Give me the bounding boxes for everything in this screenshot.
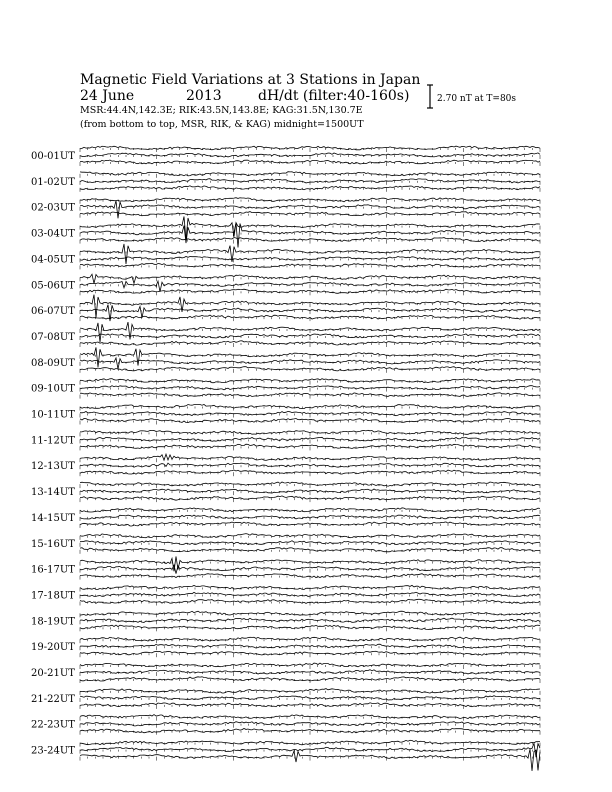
minute-ticks [80,181,540,185]
minute-ticks [80,240,540,244]
stations-label: MSR:44.4N,142.3E; RIK:43.5N,143.8E; KAG:31.5N,130.7E [80,105,363,116]
minute-ticks [80,613,540,617]
hour-row-label: 10-11UT [31,409,75,421]
minute-ticks [80,717,540,721]
hour-row [31,322,540,347]
hour-row-label: 23-24UT [31,745,75,757]
hour-row-label: 05-06UT [31,280,75,292]
hour-row [31,585,540,605]
minute-ticks [80,148,540,152]
minute-ticks [80,369,540,373]
minute-ticks [80,188,540,192]
hour-row-label: 20-21UT [31,668,75,679]
minute-ticks [80,465,540,469]
hour-row [31,715,540,735]
minute-ticks [80,524,540,528]
hour-row [31,430,540,450]
hour-row-label: 19-20UT [31,642,75,654]
minute-ticks [80,757,540,761]
minute-ticks [80,458,540,462]
hour-row-label: 22-23UT [31,719,75,731]
hour-row-label: 21-22UT [31,693,75,705]
minute-ticks [80,388,540,392]
hour-row-label: 18-19UT [31,616,75,628]
minute-ticks [80,743,540,747]
minute-ticks [80,329,540,333]
minute-ticks [80,317,540,321]
hour-row [31,347,540,372]
minute-ticks [80,284,540,288]
minute-ticks [80,536,540,540]
hour-row-label: 09-10UT [31,383,75,395]
hour-row [31,244,540,270]
hour-row-label: 07-08UT [31,331,75,343]
minute-ticks [80,395,540,399]
minute-ticks [80,576,540,580]
minute-ticks [80,691,540,695]
minute-ticks [80,588,540,592]
minute-ticks [80,484,540,488]
hour-row [31,637,540,657]
hour-row [31,146,540,166]
hour-row [31,689,540,709]
minute-ticks [80,233,540,237]
hour-row-label: 17-18UT [31,590,75,602]
hour-row [31,172,540,192]
minute-ticks [80,226,540,230]
hour-row [31,740,540,771]
minute-ticks [80,432,540,436]
minute-ticks [80,336,540,340]
minute-ticks [80,407,540,411]
minute-ticks [80,595,540,599]
minute-ticks [80,562,540,566]
hour-row-label: 01-02UT [31,176,75,188]
minute-ticks [80,277,540,281]
minute-ticks [80,214,540,218]
minute-ticks [80,310,540,314]
hour-row [31,663,540,683]
minute-ticks [80,698,540,702]
filter-label: dH/dt (filter:40-160s) [258,88,410,104]
minute-ticks [80,550,540,554]
minute-ticks [80,639,540,643]
hour-row [31,295,540,322]
hour-row [31,482,540,502]
minute-ticks [80,620,540,624]
minute-ticks [80,724,540,728]
minute-ticks [80,627,540,631]
hour-row [31,454,540,476]
minute-ticks [80,731,540,735]
hour-row [31,556,540,579]
minute-ticks [80,439,540,443]
hour-row [31,534,540,554]
minute-ticks [80,543,540,547]
hour-row-label: 04-05UT [31,254,75,266]
minute-ticks [80,207,540,211]
minute-ticks [80,200,540,204]
minute-ticks [80,498,540,502]
hour-row-label: 15-16UT [31,538,75,550]
minute-ticks [80,258,540,262]
hour-row-label: 08-09UT [31,357,75,369]
scale-bar-label: 2.70 nT at T=80s [437,94,517,104]
minute-ticks [80,705,540,709]
minute-ticks [80,174,540,178]
minute-ticks [80,251,540,255]
minute-ticks [80,646,540,650]
hour-row-label: 16-17UT [31,564,75,576]
year-label: 2013 [186,88,222,104]
minute-ticks [80,491,540,495]
scale-bar [427,85,433,108]
minute-ticks [80,421,540,425]
hour-row-label: 02-03UT [31,202,75,214]
minute-ticks [80,414,540,418]
minute-ticks [80,381,540,385]
minute-ticks [80,446,540,450]
minute-ticks [80,510,540,514]
minute-ticks [80,343,540,347]
minute-ticks [80,679,540,683]
minute-ticks [80,472,540,476]
minute-ticks [80,291,540,295]
hour-row [31,379,540,399]
hour-row [31,217,540,248]
minute-ticks [80,672,540,676]
hour-row-label: 13-14UT [31,487,75,499]
hour-row-label: 11-12UT [31,435,75,447]
minute-ticks [80,602,540,606]
hour-row [31,404,540,424]
hour-row-label: 00-01UT [31,151,75,162]
minute-ticks [80,665,540,669]
minute-ticks [80,517,540,521]
hour-rows [31,146,540,771]
hour-row [31,508,540,528]
minute-ticks [80,362,540,366]
hour-row [31,611,540,631]
hour-row [31,274,540,295]
hour-row-label: 03-04UT [31,228,75,240]
minute-ticks [80,750,540,754]
date-label: 24 June [80,88,135,104]
minute-ticks [80,155,540,159]
hour-row-label: 12-13UT [31,461,75,473]
hour-row-label: 14-15UT [31,512,75,524]
minute-ticks [80,265,540,269]
hour-row [31,198,540,219]
minute-ticks [80,162,540,166]
hour-row-label: 06-07UT [31,306,75,318]
order-note: (from bottom to top, MSR, RIK, & KAG) midnight=1500UT [80,119,364,130]
chart-title: Magnetic Field Variations at 3 Stations in Japan [80,72,421,88]
minute-ticks [80,653,540,657]
minute-ticks [80,355,540,359]
minute-ticks [80,569,540,573]
minute-ticks [80,303,540,307]
